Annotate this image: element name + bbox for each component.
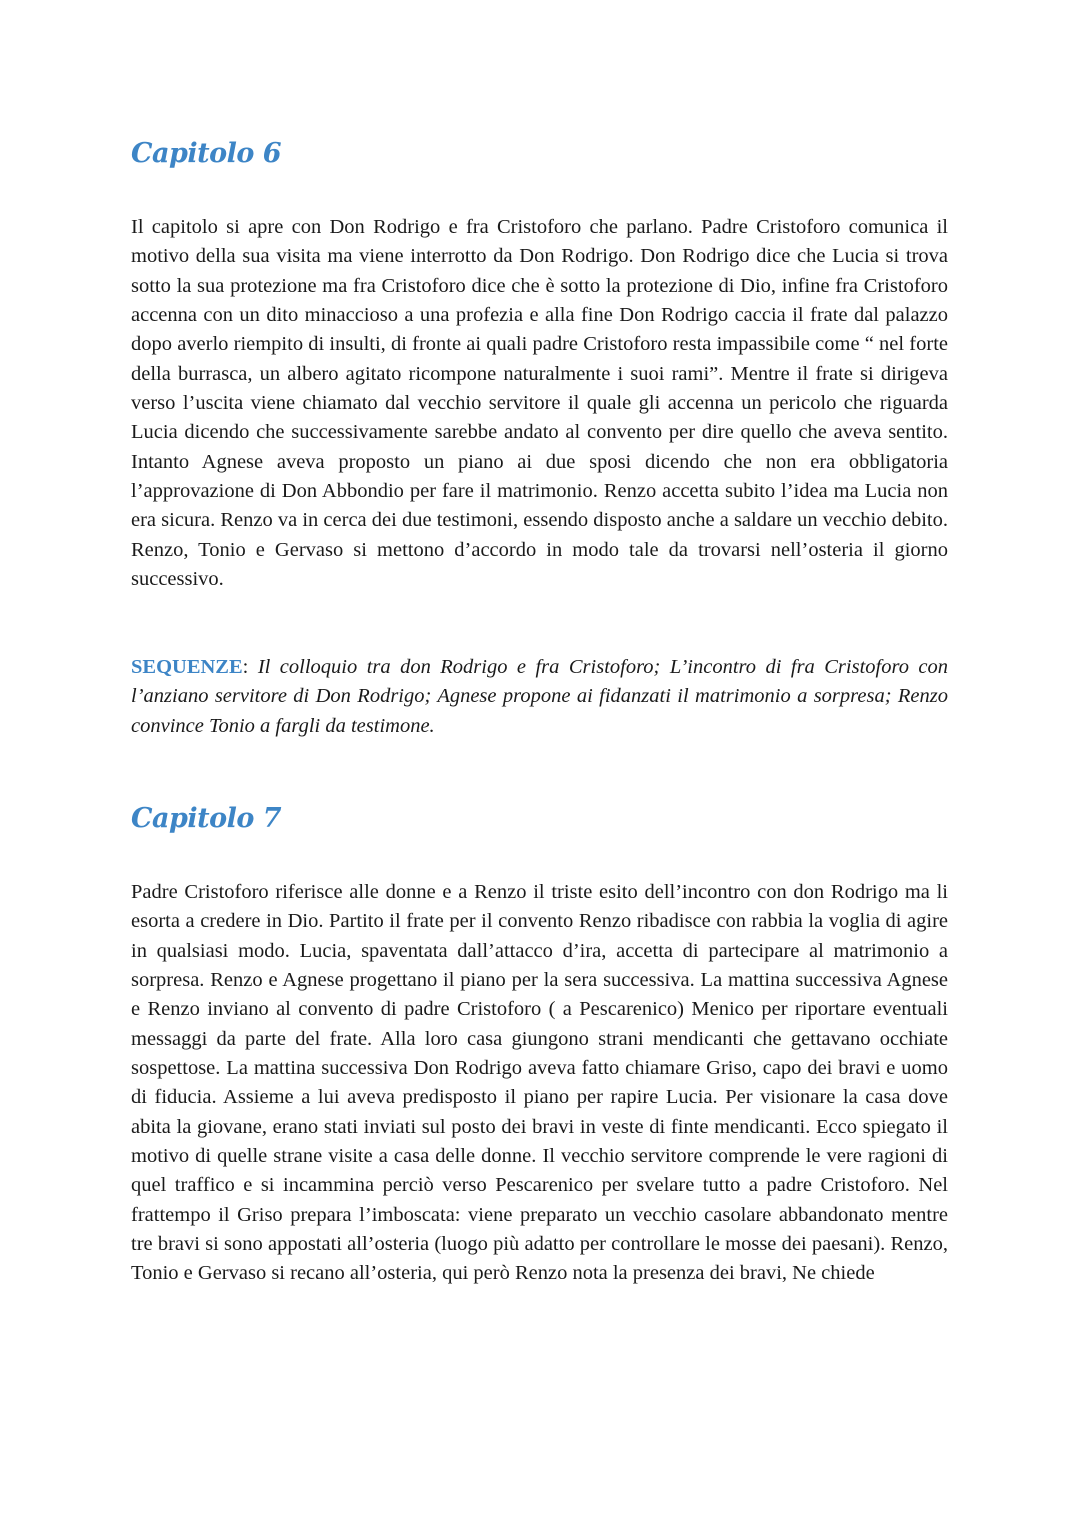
chapter-7-summary: Padre Cristoforo riferisce alle donne e a Renzo il triste esito dell’incontro con don Rodrigo ma li esorta a credere in Dio. Partito il frate per il convento Renzo ribadisce con rabbia la voglia di agire in qualsiasi modo. Lucia, spaventata dall’attacco d’ira, accetta di partecipare al matrimonio a sorpresa. Renzo e Agnese progettano il piano per la sera successiva. La mattina successiva Agnese e Renzo inviano al convento di padre Cristoforo ( a Pescarenico) Menico per riportare eventuali messaggi da parte del frate. Alla loro casa giungono strani mendicanti che gettavano occhiate sospettose. La mattina successiva Don Rodrigo aveva fatto chiamare Griso, capo dei bravi e uomo di fiducia. Assieme a lui aveva predisposto il piano per rapire Lucia. Per visionare la casa dove abita la giovane, erano stati inviati sul posto dei bravi in veste di finte mendicanti. Ecco spiegato il motivo di quelle strane visite a casa delle donne. Il vecchio servitore comprende le vere ragioni di quel traffico e si incammina perciò verso Pescarenico per svelare tutto a padre Cristoforo. Nel frattempo il Griso prepara l’imboscata: viene preparato un vecchio casolare abbandonato mentre tre bravi si sono appostati all’osteria (luogo più adatto per controllare le mosse dei paesani). Renzo, Tonio e Gervaso si recano all’osteria, qui però Renzo nota la presenza dei bravi, Ne chiede xyxy=(131,881,948,1285)
chapter-6-title: Capitolo 6 xyxy=(131,138,282,169)
sequences-text: Il colloquio tra don Rodrigo e fra Cristoforo; L’incontro di fra Cristoforo con l’anziano servitore di Don Rodrigo; Agnese propone ai fidanzati il matrimonio a sorpresa; Renzo convince Tonio a fargli da testimone. xyxy=(131,656,948,737)
chapter-7-title: Capitolo 7 xyxy=(131,803,282,834)
chapter-6-summary: Il capitolo si apre con Don Rodrigo e fra Cristoforo che parlano. Padre Cristoforo comunica il motivo della sua visita ma viene interrotto da Don Rodrigo. Don Rodrigo dice che Lucia si trova sotto la sua protezione ma fra Cristoforo dice che è sotto la protezione di Dio, infine fra Cristoforo accenna con un dito minaccioso a una profezia e alla fine Don Rodrigo caccia il frate dal palazzo dopo averlo riempito di insulti, di fronte ai quali padre Cristoforo resta impassibile come “ nel forte della burrasca, un albero agitato ricompone naturalmente i suoi rami”. Mentre il frate si dirigeva verso l’uscita viene chiamato dal vecchio servitore il quale gli accenna un pericolo che riguarda Lucia dicendo che successivamente sarebbe andato al convento per dire quello che aveva sentito. Intanto Agnese aveva proposto un piano ai due sposi dicendo che non era obbligatoria l’approvazione di Don Abbondio per fare il matrimonio. Renzo accetta subito l’idea ma Lucia non era sicura. Renzo va in cerca dei due testimoni, essendo disposto anche a saldare un vecchio debito. Renzo, Tonio e Gervaso si mettono d’accordo in modo tale da trovarsi nell’osteria il giorno successivo. xyxy=(131,216,948,591)
chapter-6-sequences: SEQUENZE: Il colloquio tra don Rodrigo e fra Cristoforo; L’incontro di fra Cristoforo con l’anziano servitore di Don Rodrigo; Agnese propone ai fidanzati il matrimonio a sorpresa; Renzo convince Tonio a fargli da testimone. xyxy=(131,656,948,737)
sequences-label: SEQUENZE xyxy=(131,656,243,678)
